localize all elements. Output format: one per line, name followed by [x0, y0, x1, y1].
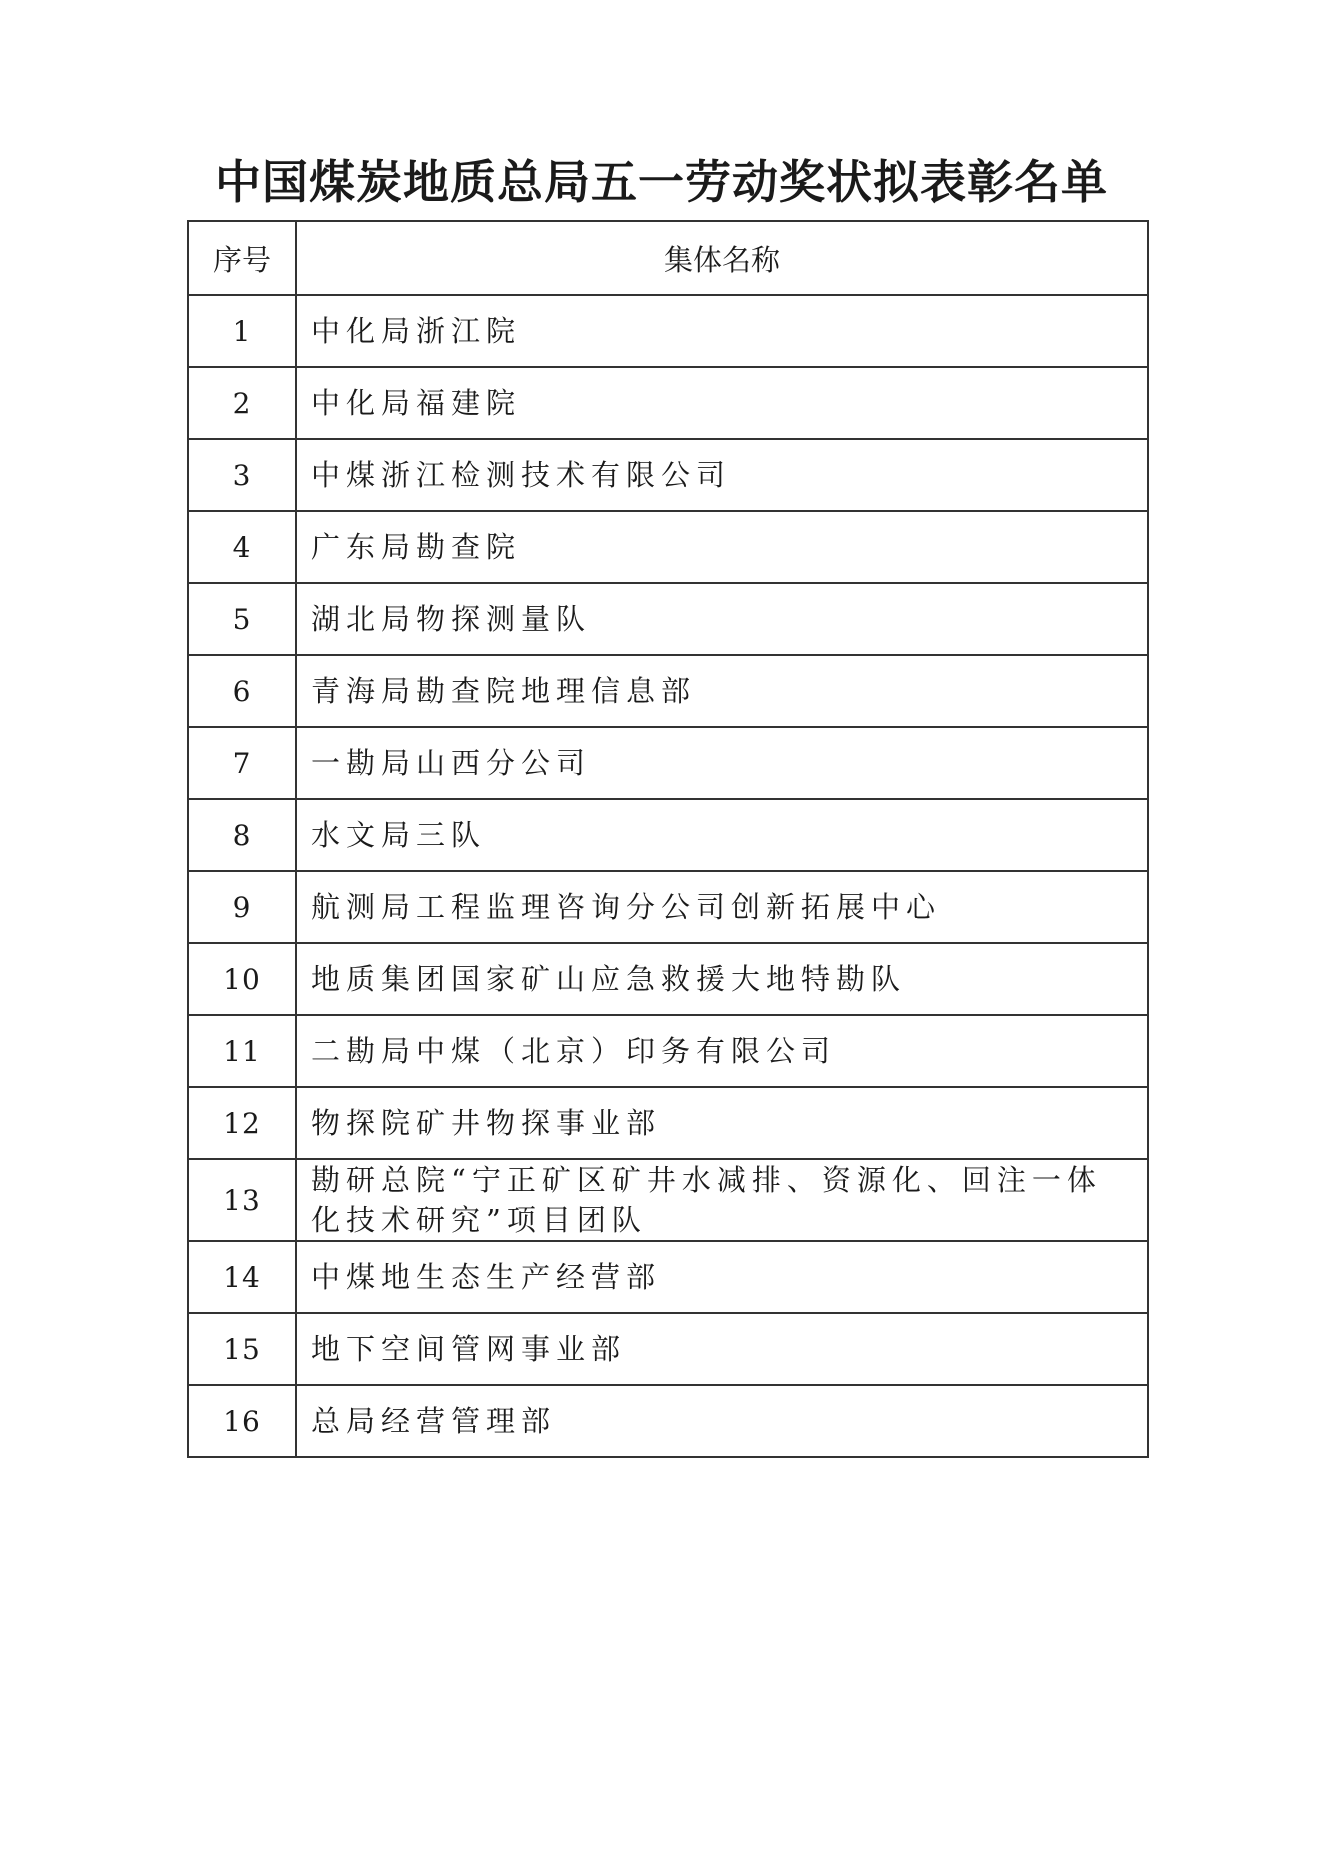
table-row	[188, 439, 1148, 511]
row-serial-number: 7	[188, 727, 296, 799]
table-row	[188, 943, 1148, 1015]
row-collective-name: 中化局浙江院	[296, 295, 1148, 367]
award-list-table	[187, 220, 1149, 1458]
row-collective-name: 中煤地生态生产经营部	[296, 1241, 1148, 1313]
table-row	[188, 583, 1148, 655]
row-serial-number: 3	[188, 439, 296, 511]
row-collective-name: 青海局勘查院地理信息部	[296, 655, 1148, 727]
table-row	[188, 1087, 1148, 1159]
row-serial-number: 1	[188, 295, 296, 367]
row-collective-name: 中化局福建院	[296, 367, 1148, 439]
row-serial-number: 6	[188, 655, 296, 727]
row-collective-name: 一勘局山西分公司	[296, 727, 1148, 799]
row-serial-number: 14	[188, 1241, 296, 1313]
table-row	[188, 1385, 1148, 1457]
row-collective-name: 地质集团国家矿山应急救援大地特勘队	[296, 943, 1148, 1015]
table-header-row	[188, 221, 1148, 295]
table-row	[188, 1159, 1148, 1241]
table-row	[188, 1241, 1148, 1313]
row-serial-number: 12	[188, 1087, 296, 1159]
table-row	[188, 655, 1148, 727]
row-serial-number: 4	[188, 511, 296, 583]
page-title: 中国煤炭地质总局五一劳动奖状拟表彰名单	[215, 155, 1108, 209]
row-collective-name: 总局经营管理部	[296, 1385, 1148, 1457]
row-serial-number: 10	[188, 943, 296, 1015]
header-collective-name: 集体名称	[296, 221, 1148, 295]
table-row	[188, 367, 1148, 439]
table-row	[188, 511, 1148, 583]
row-serial-number: 5	[188, 583, 296, 655]
table-row	[188, 871, 1148, 943]
row-collective-name: 二勘局中煤（北京）印务有限公司	[296, 1015, 1148, 1087]
row-collective-name: 勘研总院“宁正矿区矿井水减排、资源化、回注一体化技术研究”项目团队	[296, 1159, 1148, 1241]
row-serial-number: 9	[188, 871, 296, 943]
row-collective-name: 水文局三队	[296, 799, 1148, 871]
row-serial-number: 11	[188, 1015, 296, 1087]
row-serial-number: 16	[188, 1385, 296, 1457]
table-row	[188, 295, 1148, 367]
table-row	[188, 727, 1148, 799]
table-row	[188, 1015, 1148, 1087]
row-serial-number: 15	[188, 1313, 296, 1385]
row-collective-name: 湖北局物探测量队	[296, 583, 1148, 655]
row-serial-number: 13	[188, 1159, 296, 1241]
table-row	[188, 1313, 1148, 1385]
row-serial-number: 2	[188, 367, 296, 439]
row-collective-name: 航测局工程监理咨询分公司创新拓展中心	[296, 871, 1148, 943]
row-collective-name: 广东局勘查院	[296, 511, 1148, 583]
row-collective-name: 地下空间管网事业部	[296, 1313, 1148, 1385]
header-serial-number: 序号	[188, 221, 296, 295]
row-collective-name: 中煤浙江检测技术有限公司	[296, 439, 1148, 511]
row-collective-name: 物探院矿井物探事业部	[296, 1087, 1148, 1159]
row-serial-number: 8	[188, 799, 296, 871]
table-row	[188, 799, 1148, 871]
